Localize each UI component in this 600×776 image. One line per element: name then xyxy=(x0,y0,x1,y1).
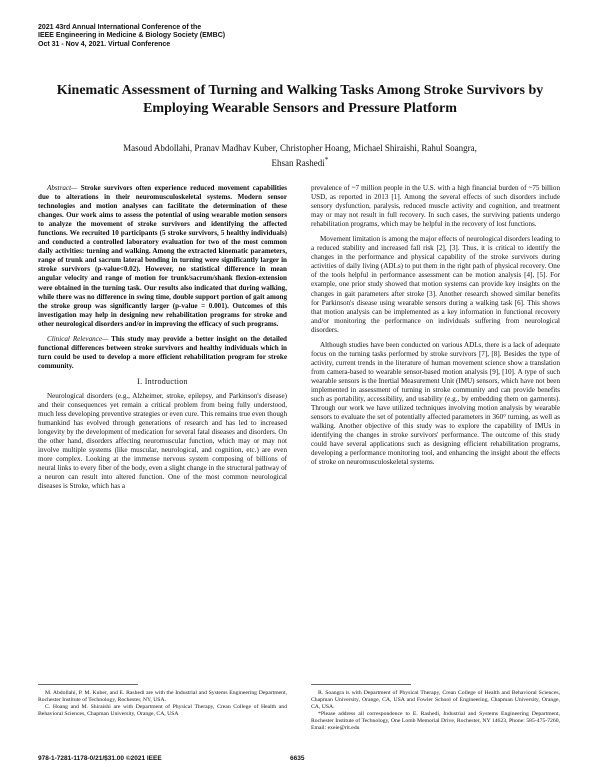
footnotes-left xyxy=(38,690,287,718)
corresponding-author-marker: * xyxy=(324,155,329,164)
conference-line-3: Oct 31 - Nov 4, 2021. Virtual Conference xyxy=(38,40,171,48)
right-column xyxy=(311,184,560,473)
copyright-footer: 978-1-7281-1178-0/21/$31.00 ©2021 IEEE xyxy=(38,755,162,762)
footnotes-right xyxy=(311,690,560,732)
clinical-relevance xyxy=(38,335,287,371)
abstract-text: Stroke survivors often experience reduced movement capabilities due to alterations in their neuromusculoskeletal systems. Modern sensor technologies and motion analyses can facilitate the determination of these changes. Our work aims to assess the potential of using wearable motion sensors to analyze the movement of stroke survivors and identifying the affected functions. We recruited 10 participants (5 stroke survivors, 5 healthy individuals) and conducted a controlled laboratory evaluation for two of the most common daily activities: turning and walking. Among the extracted kinematic parameters, range of trunk and sacrum lateral bending in turning were significantly larger in stroke survivors (p-value<0.02). However, no statistical difference in mean angular velocity and range of motion for trunk/sacrum/shank flexion-extension were obtained in the turning task. Our results also indicated that during walking, while there was no difference in swing time, double support portion of gait among the stroke group was significantly larger (p-value = 0.001). Outcomes of this investigation may help in designing new rehabilitation programs for stroke and other neurological disorders and/or in improving the efficacy of such programs. xyxy=(38,184,287,328)
author-line-2 xyxy=(50,154,550,169)
intro-paragraph: Although studies have been conducted on various ADLs, there is a lack of adequate focus on the turning tasks performed by stroke survivors [7], [8]. Besides the type of activity, current trends in the literature of human movement science show a translation from camera-based to wearable sensor-based motion analysis [9], [10]. A type of such wearable sensors is the Inertial Measurement Unit (IMU) sensors, which have not been implemented in assessment of turning in stroke community and can provide benefits such as portability, accessibility, and usability (e.g., by embedding them on garments). Through our work we have utilized techniques involving motion analysis by wearable sensors to evaluate the set of potentially affected parameters in 360° turning, as well as walking. Another objective of this study was to explore the capability of IMUs in identifying the changes in stroke survivors' performance. The outcome of this study could have several applications such as designing efficient rehabilitation programs, developing a performance monitoring tool, and enhancing the insight about the effects of stroke on neuromusculoskeletal systems. xyxy=(311,340,560,467)
left-column xyxy=(38,184,287,498)
footnote: M. Abdollahi, P. M. Kuber, and E. Rashedi are with the Industrial and Systems Engineering Department, Rochester Institute of Technology, Rochester, NY, USA. xyxy=(38,690,287,703)
author-name-last: Ehsan Rashedi xyxy=(271,158,325,168)
footnote: *Please address all correspondence to E. Rashedi, Industrial and Systems Engineering Department, Rochester Institute of Technology, One Lomb Memorial Drive, Rochester, NY 14623, Phone: 585-475-7260, Email: exeie@rit.edu xyxy=(311,711,560,731)
footnote-divider xyxy=(311,684,411,685)
intro-paragraph: Neurological disorders (e.g., Alzheimer, stroke, epilepsy, and Parkinson's disease) and their consequences yet remain a critical problem from being fully understood, much less developing preventive strategies or even cure. This remains true even though humankind has evolved through generations of research and has led to increased longevity by the development of medication for several fatal diseases and disorders. On the other hand, disorders affecting neuromuscular function, which may or may not involve multiple systems (like muscular, neurological, and cognition, etc.) are even more complex. Looking at the immense nervous system composing of billions of neural links to every fiber of the body, even a slight change in the structural pathway of a neuron can result into altered function. One of the most common neurological diseases is Stroke, which has a xyxy=(38,391,287,491)
section-heading-introduction: I. Introduction xyxy=(137,376,188,386)
author-list xyxy=(50,142,550,169)
conference-line-2: IEEE Engineering in Medicine & Biology Society (EMBC) xyxy=(38,32,226,40)
footnote-divider xyxy=(38,684,138,685)
intro-paragraph: Movement limitation is among the major effects of neurological disorders leading to a reduced stability and increased fall risk [2], [3]. Thus, it is critical to identify the changes in the performance and physical capability of the stroke survivors during activities of daily living (ADLs) to put them in the right path of physical recovery. One of the tools helpful in performance assessment can be motion analysis [4], [5]. For example, one prior study showed that motion systems can provide key insights on the changes in gait parameters after stroke [3]. Another research showed similar benefits for Parkinson's disease using wearable sensors during a walking task [6]. This shows that motion analysis can be implemented as a key information in functional recovery and/or monitoring the performance on individuals suffering from neurological disorders. xyxy=(311,235,560,334)
page-number: 6635 xyxy=(290,755,305,762)
conference-line-1: 2021 43rd Annual International Conference of the xyxy=(38,24,202,31)
footnote: R. Soangra is with Department of Physical Therapy, Crean College of Health and Behavioral Sciences, Chapman University, Orange, CA, USA and Fowler School of Engineering, Chapman University, Orange, CA, USA. xyxy=(311,690,560,710)
abstract xyxy=(38,184,287,329)
footnote: C. Hoang and M. Shiraishi are with Department of Physical Therapy, Crean College of Health and Behavioral Sciences, Chapman University, Orange, CA, USA xyxy=(38,704,287,717)
conference-header xyxy=(38,24,225,49)
paper-title: Kinematic Assessment of Turning and Walking Tasks Among Stroke Survivors by Employing Wearable Sensors and Pressure Platform xyxy=(56,83,544,116)
clinical-relevance-text: This study may provide a better insight on the detailed functional differences between stroke survivors and healthy individuals which in turn could be used to develop a more efficient rehabilitation program for stroke community. xyxy=(38,334,287,370)
abstract-label: Abstract— xyxy=(47,184,78,192)
intro-paragraph: prevalence of ~7 million people in the U.S. with a high financial burden of ~75 billion USD, as reported in 2013 [1]. Among the several effects of such disorders include sensory dysfunction, paralysis, reduced muscle activity and cognition, and treatment may or may not result in full recovery. In such cases, the surviving patients undergo rehabilitation programs, which may be helpful in the recovery of lost functions. xyxy=(311,184,560,229)
author-line-1: Masoud Abdollahi, Pranav Madhav Kuber, Christopher Hoang, Michael Shiraishi, Rahul Soangra, xyxy=(123,143,477,153)
clinical-relevance-label: Clinical Relevance— xyxy=(47,334,109,343)
